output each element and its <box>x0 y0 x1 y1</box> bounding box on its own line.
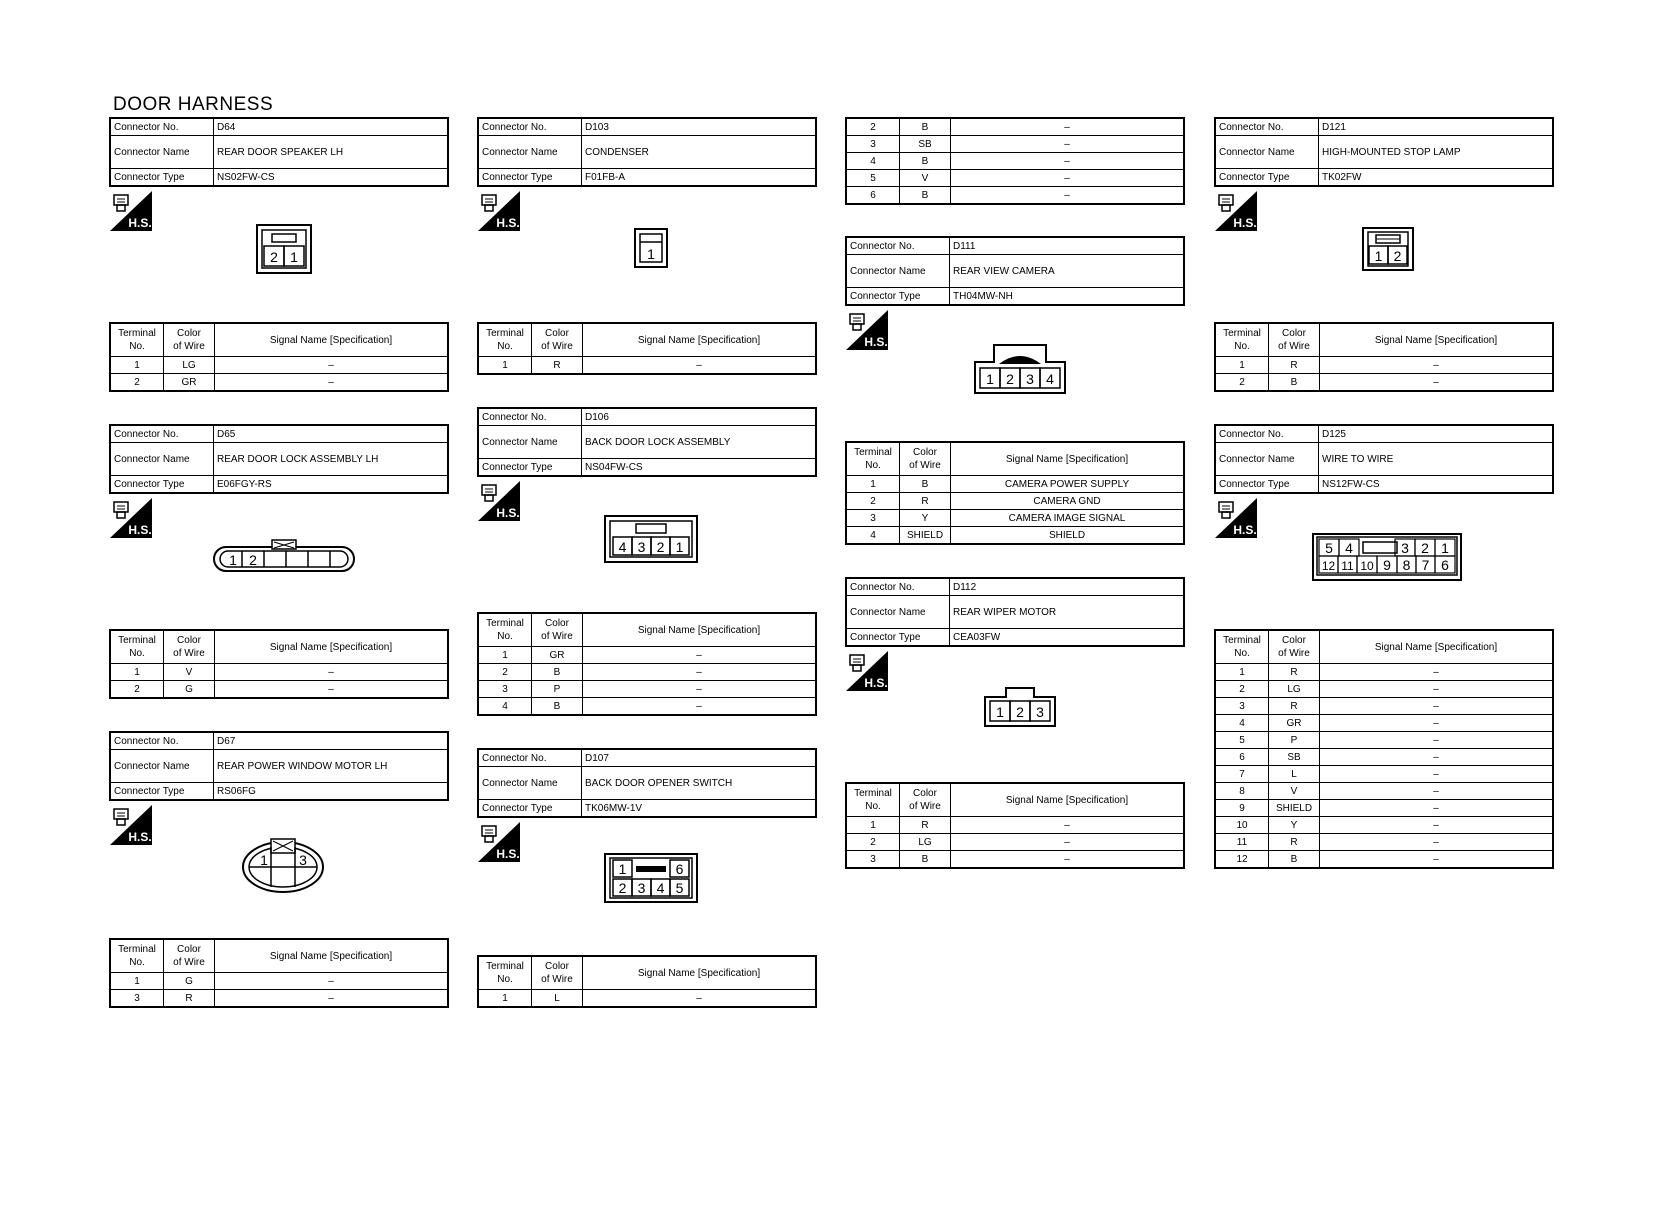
terminal-table <box>1214 322 1554 392</box>
table-row: 4 B – <box>478 698 816 716</box>
connector-d111 <box>845 236 1185 306</box>
hs-icon <box>1215 191 1257 231</box>
connector-no-value: D112 <box>950 578 1185 596</box>
connector-no-value: D106 <box>582 408 817 426</box>
connector-type-label: Connector Type <box>110 476 214 494</box>
connector-type-value: F01FB-A <box>582 169 817 187</box>
terminal-table-d107 <box>477 955 817 1008</box>
pin-label: 2 <box>249 552 257 568</box>
connector-no-label: Connector No. <box>110 118 214 136</box>
table-row: 6 SB – <box>1215 749 1553 766</box>
pin-label: 1 <box>1441 540 1449 556</box>
hs-icon <box>1215 498 1257 538</box>
pin-label: 2 <box>1006 371 1014 387</box>
pin-label: 3 <box>1036 704 1044 720</box>
pin-label: 2 <box>270 249 278 265</box>
connector-no-value: D67 <box>214 732 449 750</box>
pin-label: 11 <box>1341 559 1354 573</box>
connector-d125 <box>1214 424 1554 494</box>
terminal-table <box>845 117 1185 205</box>
connector-info-table <box>109 424 449 494</box>
hs-icon <box>846 310 888 350</box>
terminal-table-d106 <box>477 612 817 716</box>
color-header: Color of Wire <box>164 323 215 357</box>
pin-label: 6 <box>675 861 684 877</box>
connector-info-table <box>845 577 1185 647</box>
connector-name-label: Connector Name <box>1215 136 1319 169</box>
terminal-table-continuation <box>845 117 1185 205</box>
connector-type-label: Connector Type <box>1215 169 1319 187</box>
connector-face-d65 <box>212 537 356 573</box>
terminal-no-header: Terminal No. <box>110 630 164 664</box>
table-row: 3 P – <box>478 681 816 698</box>
table-row: 7 L – <box>1215 766 1553 783</box>
terminal-no-header: Terminal No. <box>110 323 164 357</box>
table-row: 3 B – <box>846 851 1184 869</box>
table-row: 2 LG – <box>846 834 1184 851</box>
connector-type-value: NS02FW-CS <box>214 169 449 187</box>
terminal-table-d112 <box>845 782 1185 869</box>
connector-no-value: D107 <box>582 749 817 767</box>
terminal-no-header: Terminal No. <box>1215 323 1269 357</box>
table-row: 4 B – <box>846 153 1184 170</box>
pin-label: 1 <box>647 246 655 262</box>
signal-header: Signal Name [Specification] <box>951 783 1185 817</box>
table-row: 5 P – <box>1215 732 1553 749</box>
table-row: 9 SHIELD – <box>1215 800 1553 817</box>
terminal-no-header: Terminal No. <box>478 613 532 647</box>
connector-name-value: HIGH-MOUNTED STOP LAMP <box>1319 136 1554 169</box>
connector-d121 <box>1214 117 1554 187</box>
terminal-table <box>1214 629 1554 869</box>
pin-label: 1 <box>996 704 1004 720</box>
table-row: 2 R CAMERA GND <box>846 493 1184 510</box>
hs-icon <box>478 481 520 521</box>
pin-label: 4 <box>1345 540 1353 556</box>
connector-type-value: NS04FW-CS <box>582 459 817 477</box>
connector-d67 <box>109 731 449 801</box>
connector-type-label: Connector Type <box>846 629 950 647</box>
connector-info-table <box>845 236 1185 306</box>
signal-header: Signal Name [Specification] <box>951 442 1185 476</box>
color-header: Color of Wire <box>532 956 583 990</box>
connector-type-label: Connector Type <box>846 288 950 306</box>
connector-info-table <box>1214 117 1554 187</box>
connector-no-value: D103 <box>582 118 817 136</box>
pin-label: 12 <box>1321 559 1336 573</box>
hs-icon <box>110 191 152 231</box>
table-row: 2 G – <box>110 681 448 699</box>
table-row: 3 R – <box>1215 698 1553 715</box>
color-header: Color of Wire <box>532 323 583 357</box>
table-row: 1 R – <box>1215 664 1553 681</box>
page-title: DOOR HARNESS <box>113 94 274 115</box>
table-row: 11 R – <box>1215 834 1553 851</box>
connector-no-label: Connector No. <box>478 408 582 426</box>
color-header: Color of Wire <box>1269 630 1320 664</box>
pin-label: 3 <box>637 539 646 555</box>
table-row: 10 Y – <box>1215 817 1553 834</box>
pin-label: 4 <box>656 880 665 896</box>
connector-name-label: Connector Name <box>478 426 582 459</box>
terminal-table <box>109 938 449 1008</box>
signal-header: Signal Name [Specification] <box>1320 630 1554 664</box>
connector-type-value: E06FGY-RS <box>214 476 449 494</box>
connector-face-d121 <box>1362 227 1414 271</box>
terminal-table <box>109 629 449 699</box>
color-header: Color of Wire <box>900 783 951 817</box>
connector-name-label: Connector Name <box>110 136 214 169</box>
connector-name-value: REAR DOOR LOCK ASSEMBLY LH <box>214 443 449 476</box>
terminal-table-d103 <box>477 322 817 375</box>
connector-d107 <box>477 748 817 818</box>
pin-label: 1 <box>675 539 684 555</box>
terminal-table-d125 <box>1214 629 1554 869</box>
connector-no-label: Connector No. <box>1215 425 1319 443</box>
connector-name-label: Connector Name <box>478 767 582 800</box>
terminal-no-header: Terminal No. <box>1215 630 1269 664</box>
pin-label: 4 <box>1046 371 1054 387</box>
connector-type-value: TH04MW-NH <box>950 288 1185 306</box>
connector-no-label: Connector No. <box>846 237 950 255</box>
connector-info-table <box>477 407 817 477</box>
table-row: 1 LG – <box>110 357 448 374</box>
table-row: 1 L – <box>478 990 816 1008</box>
color-header: Color of Wire <box>900 442 951 476</box>
connector-info-table <box>1214 424 1554 494</box>
pin-label: 9 <box>1383 557 1391 573</box>
terminal-table <box>477 955 817 1008</box>
connector-face-d111 <box>974 344 1066 394</box>
pin-label: 5 <box>675 880 684 896</box>
connector-no-label: Connector No. <box>110 732 214 750</box>
pin-label: 1 <box>290 249 298 265</box>
connector-name-value: BACK DOOR LOCK ASSEMBLY <box>582 426 817 459</box>
connector-face-d64 <box>256 224 312 274</box>
connector-type-label: Connector Type <box>478 169 582 187</box>
table-row: 1 GR – <box>478 647 816 664</box>
pin-label: 2 <box>656 539 665 555</box>
connector-d106 <box>477 407 817 477</box>
pin-label: 2 <box>1016 704 1024 720</box>
connector-name-value: WIRE TO WIRE <box>1319 443 1554 476</box>
pin-label: 1 <box>229 552 237 568</box>
table-row: 3 R – <box>110 990 448 1008</box>
table-row: 3 SB – <box>846 136 1184 153</box>
terminal-table <box>109 322 449 392</box>
connector-face-d125 <box>1312 533 1462 581</box>
pin-label: 2 <box>618 880 627 896</box>
pin-label: 2 <box>1393 248 1402 264</box>
terminal-table <box>845 441 1185 545</box>
hs-icon <box>846 651 888 691</box>
pin-label: 1 <box>618 861 627 877</box>
connector-name-label: Connector Name <box>1215 443 1319 476</box>
hs-icon <box>110 498 152 538</box>
connector-name-value: REAR POWER WINDOW MOTOR LH <box>214 750 449 783</box>
color-header: Color of Wire <box>532 613 583 647</box>
terminal-no-header: Terminal No. <box>846 442 900 476</box>
connector-name-label: Connector Name <box>846 255 950 288</box>
connector-type-value: TK02FW <box>1319 169 1554 187</box>
color-header: Color of Wire <box>164 939 215 973</box>
connector-name-value: BACK DOOR OPENER SWITCH <box>582 767 817 800</box>
connector-type-value: NS12FW-CS <box>1319 476 1554 494</box>
pin-label: 6 <box>1441 557 1449 573</box>
table-row: 1 R – <box>478 357 816 375</box>
table-row: 2 GR – <box>110 374 448 392</box>
signal-header: Signal Name [Specification] <box>1320 323 1554 357</box>
pin-label: 1 <box>260 852 268 868</box>
table-row: 4 GR – <box>1215 715 1553 732</box>
connector-type-label: Connector Type <box>478 459 582 477</box>
terminal-table <box>477 612 817 716</box>
signal-header: Signal Name [Specification] <box>215 939 449 973</box>
pin-label: 10 <box>1360 559 1374 573</box>
connector-name-label: Connector Name <box>846 596 950 629</box>
connector-d103 <box>477 117 817 187</box>
connector-name-label: Connector Name <box>110 443 214 476</box>
connector-type-label: Connector Type <box>478 800 582 818</box>
connector-name-value: REAR VIEW CAMERA <box>950 255 1185 288</box>
connector-type-label: Connector Type <box>110 783 214 801</box>
terminal-table-d65 <box>109 629 449 699</box>
connector-no-label: Connector No. <box>846 578 950 596</box>
connector-face-d107 <box>604 853 698 903</box>
pin-label: 4 <box>618 539 627 555</box>
hs-icon <box>478 191 520 231</box>
connector-no-label: Connector No. <box>478 118 582 136</box>
connector-type-value: CEA03FW <box>950 629 1185 647</box>
connector-no-value: D121 <box>1319 118 1554 136</box>
table-row: 1 R – <box>1215 357 1553 374</box>
pin-label: 1 <box>1374 248 1383 264</box>
connector-no-value: D65 <box>214 425 449 443</box>
connector-info-table <box>477 117 817 187</box>
table-row: 1 B CAMERA POWER SUPPLY <box>846 476 1184 493</box>
terminal-no-header: Terminal No. <box>110 939 164 973</box>
connector-no-value: D125 <box>1319 425 1554 443</box>
connector-name-value: CONDENSER <box>582 136 817 169</box>
connector-face-d106 <box>604 515 698 563</box>
table-row: 5 V – <box>846 170 1184 187</box>
connector-no-value: D64 <box>214 118 449 136</box>
connector-no-label: Connector No. <box>478 749 582 767</box>
table-row: 1 R – <box>846 817 1184 834</box>
connector-no-label: Connector No. <box>110 425 214 443</box>
signal-header: Signal Name [Specification] <box>583 323 817 357</box>
connector-no-label: Connector No. <box>1215 118 1319 136</box>
table-row: 8 V – <box>1215 783 1553 800</box>
connector-type-label: Connector Type <box>1215 476 1319 494</box>
color-header: Color of Wire <box>1269 323 1320 357</box>
connector-name-value: REAR DOOR SPEAKER LH <box>214 136 449 169</box>
connector-type-label: Connector Type <box>110 169 214 187</box>
table-row: 1 G – <box>110 973 448 990</box>
signal-header: Signal Name [Specification] <box>215 630 449 664</box>
signal-header: Signal Name [Specification] <box>583 613 817 647</box>
connector-no-value: D111 <box>950 237 1185 255</box>
connector-info-table <box>109 117 449 187</box>
hs-icon <box>110 805 152 845</box>
hs-icon <box>478 822 520 862</box>
pin-label: 3 <box>299 852 307 868</box>
connector-info-table <box>477 748 817 818</box>
terminal-table-d121 <box>1214 322 1554 392</box>
connector-name-label: Connector Name <box>478 136 582 169</box>
terminal-no-header: Terminal No. <box>846 783 900 817</box>
pin-label: 1 <box>986 371 994 387</box>
connector-type-value: TK06MW-1V <box>582 800 817 818</box>
pin-label: 3 <box>1401 540 1409 556</box>
terminal-no-header: Terminal No. <box>478 323 532 357</box>
pin-label: 5 <box>1325 540 1333 556</box>
connector-face-d103 <box>634 228 668 268</box>
table-row: 2 LG – <box>1215 681 1553 698</box>
table-row: 2 B – <box>1215 374 1553 392</box>
terminal-table-d64 <box>109 322 449 392</box>
pin-label: 7 <box>1421 557 1430 573</box>
table-row: 4 SHIELD SHIELD <box>846 527 1184 545</box>
terminal-table <box>845 782 1185 869</box>
terminal-no-header: Terminal No. <box>478 956 532 990</box>
table-row: 12 B – <box>1215 851 1553 869</box>
connector-type-value: RS06FG <box>214 783 449 801</box>
connector-info-table <box>109 731 449 801</box>
table-row: 3 Y CAMERA IMAGE SIGNAL <box>846 510 1184 527</box>
terminal-table-d67 <box>109 938 449 1008</box>
connector-name-value: REAR WIPER MOTOR <box>950 596 1185 629</box>
connector-name-label: Connector Name <box>110 750 214 783</box>
connector-d64 <box>109 117 449 187</box>
pin-label: 3 <box>1026 371 1034 387</box>
pin-label: 8 <box>1402 557 1411 573</box>
terminal-table <box>477 322 817 375</box>
signal-header: Signal Name [Specification] <box>583 956 817 990</box>
table-row: 6 B – <box>846 187 1184 205</box>
table-row: 2 B – <box>846 118 1184 136</box>
table-row: 2 B – <box>478 664 816 681</box>
connector-face-d67 <box>241 834 325 894</box>
signal-header: Signal Name [Specification] <box>215 323 449 357</box>
connector-d65 <box>109 424 449 494</box>
pin-label: 3 <box>637 880 646 896</box>
connector-d112 <box>845 577 1185 647</box>
connector-face-d112 <box>984 687 1056 727</box>
color-header: Color of Wire <box>164 630 215 664</box>
pin-label: 2 <box>1421 540 1429 556</box>
terminal-table-d111 <box>845 441 1185 545</box>
table-row: 1 V – <box>110 664 448 681</box>
